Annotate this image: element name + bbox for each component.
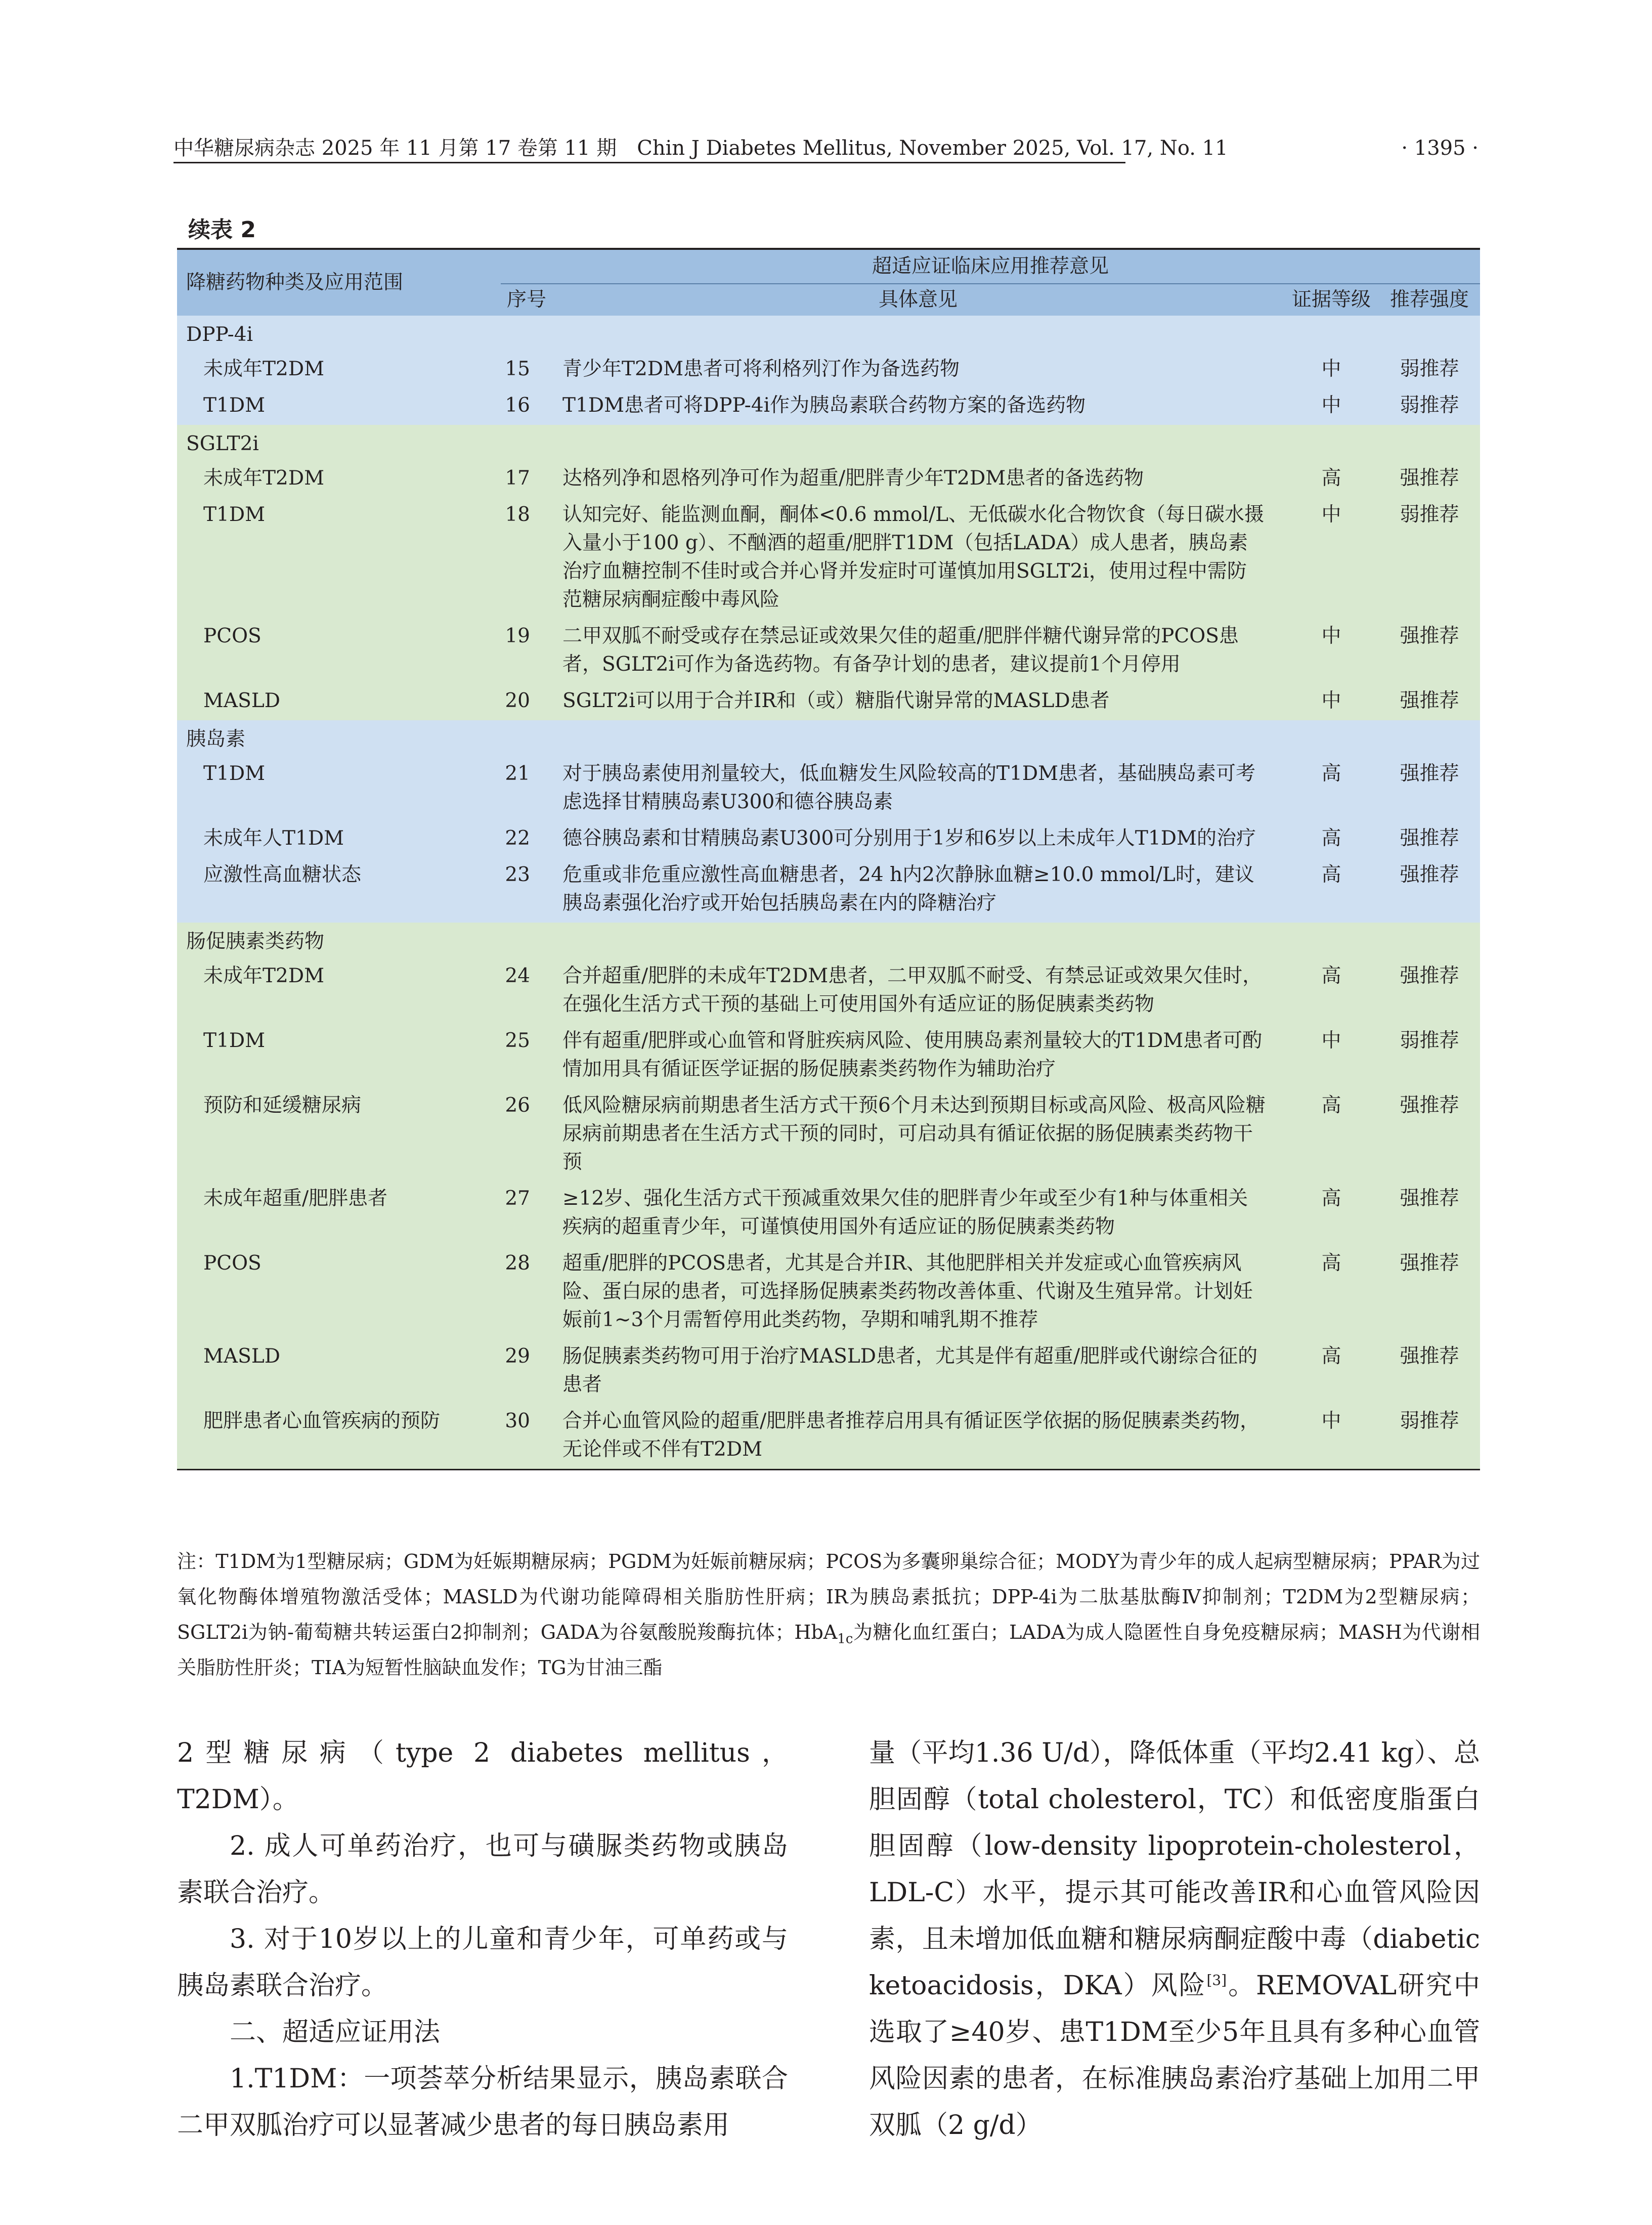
- text-cell: 合并心血管风险的超重/肥胖患者推荐启用具有循证医学依据的肠促胰素类药物，无论伴或不伴有T2DM: [552, 1404, 1284, 1470]
- level-cell: 中: [1284, 619, 1379, 684]
- group-header: 超适应证临床应用推荐意见: [501, 250, 1480, 284]
- table-note: [177, 1544, 1480, 1685]
- scope-cell: T1DM: [177, 388, 501, 425]
- category-header: 降糖药物种类及应用范围: [177, 250, 501, 316]
- text-cell: ≥12岁、强化生活方式干预减重效果欠佳的肥胖青少年或至少有1种与体重相关疾病的超重青少年，可谨慎使用国外有适应证的肠促胰素类药物: [552, 1182, 1284, 1246]
- text-cell: T1DM患者可将DPP-4i作为胰岛素联合药物方案的备选药物: [552, 388, 1284, 425]
- recommendation-table: [177, 248, 1480, 1470]
- level-cell: 中: [1284, 352, 1379, 388]
- paragraph: [869, 1730, 1480, 2149]
- text-cell: 达格列净和恩格列净可作为超重/肥胖青少年T2DM患者的备选药物: [552, 461, 1284, 498]
- strength-header: 推荐强度: [1379, 284, 1480, 316]
- category-name: SGLT2i: [177, 425, 1480, 461]
- text-cell: 肠促胰素类药物可用于治疗MASLD患者，尤其是伴有超重/肥胖或代谢综合征的患者: [552, 1339, 1284, 1404]
- table-row: [177, 1182, 1480, 1246]
- num-header: 序号: [501, 284, 552, 316]
- level-cell: 中: [1284, 1404, 1379, 1470]
- num-cell: 25: [501, 1024, 552, 1088]
- level-cell: 高: [1284, 1339, 1379, 1404]
- strength-cell: 强推荐: [1379, 619, 1480, 684]
- header-rule: [173, 162, 1125, 163]
- scope-cell: MASLD: [177, 684, 501, 720]
- scope-cell: 未成年T2DM: [177, 461, 501, 498]
- category-name: 肠促胰素类药物: [177, 923, 1480, 959]
- table-row: [177, 1246, 1480, 1339]
- level-cell: 中: [1284, 388, 1379, 425]
- strength-cell: 强推荐: [1379, 858, 1480, 923]
- note-text-2: 为糖化血红蛋白；LADA为成人隐匿性自身免疫糖尿病；MASH为代谢相关脂肪性肝炎；TIA为短暂性脑缺血发作；TG为甘油三酯: [177, 1621, 1480, 1679]
- table-row: [177, 388, 1480, 425]
- scope-cell: T1DM: [177, 1024, 501, 1088]
- table-row: [177, 461, 1480, 498]
- level-cell: 高: [1284, 1088, 1379, 1182]
- table-row: [177, 1024, 1480, 1088]
- table-row: [177, 1088, 1480, 1182]
- scope-cell: T1DM: [177, 498, 501, 619]
- category-row: [177, 923, 1480, 959]
- level-cell: 中: [1284, 1024, 1379, 1088]
- num-cell: 23: [501, 858, 552, 923]
- strength-cell: 强推荐: [1379, 1088, 1480, 1182]
- scope-cell: 应激性高血糖状态: [177, 858, 501, 923]
- note-subscript: 1c: [837, 1631, 853, 1647]
- text-cell: 危重或非危重应激性高血糖患者，24 h内2次静脉血糖≥10.0 mmol/L时，建议胰岛素强化治疗或开始包括胰岛素在内的降糖治疗: [552, 858, 1284, 923]
- table-row: [177, 684, 1480, 720]
- strength-cell: 强推荐: [1379, 1339, 1480, 1404]
- level-cell: 高: [1284, 821, 1379, 858]
- scope-cell: MASLD: [177, 1339, 501, 1404]
- strength-cell: 强推荐: [1379, 1182, 1480, 1246]
- table-row: [177, 858, 1480, 923]
- num-cell: 17: [501, 461, 552, 498]
- strength-cell: 弱推荐: [1379, 388, 1480, 425]
- category-name: 胰岛素: [177, 720, 1480, 757]
- strength-cell: 强推荐: [1379, 1246, 1480, 1339]
- table-row: [177, 959, 1480, 1024]
- strength-cell: 弱推荐: [1379, 1404, 1480, 1470]
- text-cell: SGLT2i可以用于合并IR和（或）糖脂代谢异常的MASLD患者: [552, 684, 1284, 720]
- paragraph: 2. 成人可单药治疗，也可与磺脲类药物或胰岛素联合治疗。: [177, 1831, 788, 1908]
- category-row: [177, 316, 1480, 352]
- scope-cell: 预防和延缓糖尿病: [177, 1088, 501, 1182]
- category-row: [177, 425, 1480, 461]
- strength-cell: 强推荐: [1379, 684, 1480, 720]
- scope-cell: PCOS: [177, 1246, 501, 1339]
- section-heading: 二、超适应证用法: [230, 2017, 441, 2047]
- num-cell: 16: [501, 388, 552, 425]
- num-cell: 26: [501, 1088, 552, 1182]
- text-cell: 认知完好、能监测血酮，酮体<0.6 mmol/L、无低碳水化合物饮食（每日碳水摄入量小于100 g）、不酗酒的超重/肥胖T1DM（包括LADA）成人患者，胰岛素治疗血糖控制不佳时或合并心肾并发症时可谨慎加用SGLT2i，使用过程中需防范糖尿病酮症酸中毒风险: [552, 498, 1284, 619]
- text-cell: 青少年T2DM患者可将利格列汀作为备选药物: [552, 352, 1284, 388]
- table-row: [177, 757, 1480, 821]
- level-cell: 高: [1284, 858, 1379, 923]
- scope-cell: T1DM: [177, 757, 501, 821]
- strength-cell: 弱推荐: [1379, 498, 1480, 619]
- paragraph: 2型糖尿病（type 2 diabetes mellitus，T2DM）。: [177, 1738, 788, 1815]
- text-cell: 对于胰岛素使用剂量较大，低血糖发生风险较高的T1DM患者，基础胰岛素可考虑选择甘精胰岛素U300和德谷胰岛素: [552, 757, 1284, 821]
- body-right-column: [869, 1730, 1480, 2149]
- num-cell: 20: [501, 684, 552, 720]
- scope-cell: 未成年人T1DM: [177, 821, 501, 858]
- level-cell: 高: [1284, 1182, 1379, 1246]
- text-header: 具体意见: [552, 284, 1284, 316]
- num-cell: 29: [501, 1339, 552, 1404]
- text-cell: 合并超重/肥胖的未成年T2DM患者，二甲双胍不耐受、有禁忌证或效果欠佳时，在强化生活方式干预的基础上可使用国外有适应证的肠促胰素类药物: [552, 959, 1284, 1024]
- level-cell: 中: [1284, 498, 1379, 619]
- table-row: [177, 1339, 1480, 1404]
- text-cell: 伴有超重/肥胖或心血管和肾脏疾病风险、使用胰岛素剂量较大的T1DM患者可酌情加用具有循证医学证据的肠促胰素类药物作为辅助治疗: [552, 1024, 1284, 1088]
- level-cell: 高: [1284, 959, 1379, 1024]
- num-cell: 27: [501, 1182, 552, 1246]
- table-row: [177, 821, 1480, 858]
- num-cell: 22: [501, 821, 552, 858]
- table-title: 续表 2: [188, 217, 256, 243]
- table-row: [177, 352, 1480, 388]
- strength-cell: 强推荐: [1379, 821, 1480, 858]
- level-cell: 高: [1284, 461, 1379, 498]
- text-cell: 低风险糖尿病前期患者生活方式干预6个月未达到预期目标或高风险、极高风险糖尿病前期患者在生活方式干预的同时，可启动具有循证依据的肠促胰素类药物干预: [552, 1088, 1284, 1182]
- num-cell: 21: [501, 757, 552, 821]
- body-left-column: [177, 1730, 788, 2149]
- num-cell: 24: [501, 959, 552, 1024]
- num-cell: 19: [501, 619, 552, 684]
- strength-cell: 强推荐: [1379, 461, 1480, 498]
- num-cell: 30: [501, 1404, 552, 1470]
- strength-cell: 弱推荐: [1379, 352, 1480, 388]
- paragraph: 1.T1DM：一项荟萃分析结果显示，胰岛素联合二甲双胍治疗可以显著减少患者的每日胰岛素用: [177, 2064, 788, 2141]
- text-cell: 二甲双胍不耐受或存在禁忌证或效果欠佳的超重/肥胖伴糖代谢异常的PCOS患者，SGLT2i可作为备选药物。有备孕计划的患者，建议提前1个月停用: [552, 619, 1284, 684]
- num-cell: 28: [501, 1246, 552, 1339]
- paragraph-text: 。REMOVAL研究中选取了≥40岁、患T1DM至少5年且具有多种心血管风险因素的患者，在标准胰岛素治疗基础上加用二甲双胍（2 g/d）: [869, 1971, 1480, 2141]
- page-number: · 1395 ·: [1401, 137, 1479, 160]
- level-cell: 高: [1284, 1246, 1379, 1339]
- running-header: [173, 133, 1479, 164]
- level-cell: 中: [1284, 684, 1379, 720]
- citation-ref[interactable]: [3]: [1206, 1972, 1227, 1989]
- table-bottom-rule: [177, 1470, 1480, 1471]
- category-name: DPP-4i: [177, 316, 1480, 352]
- text-cell: 德谷胰岛素和甘精胰岛素U300可分别用于1岁和6岁以上未成年人T1DM的治疗: [552, 821, 1284, 858]
- journal-info: 中华糖尿病杂志 2025 年 11 月第 17 卷第 11 期 Chin J Diabetes Mellitus, November 2025, Vol. 17, No. 11: [173, 137, 1228, 160]
- num-cell: 18: [501, 498, 552, 619]
- text-cell: 超重/肥胖的PCOS患者，尤其是合并IR、其他肥胖相关并发症或心血管疾病风险、蛋白尿的患者，可选择肠促胰素类药物改善体重、代谢及生殖异常。计划妊娠前1~3个月需暂停用此类药物，孕期和哺乳期不推荐: [552, 1246, 1284, 1339]
- level-cell: 高: [1284, 757, 1379, 821]
- table-row: [177, 619, 1480, 684]
- strength-cell: 强推荐: [1379, 757, 1480, 821]
- strength-cell: 强推荐: [1379, 959, 1480, 1024]
- scope-cell: 未成年T2DM: [177, 959, 501, 1024]
- paragraph-text: 量（平均1.36 U/d），降低体重（平均2.41 kg）、总胆固醇（total cholesterol，TC）和低密度脂蛋白胆固醇（low-density lipoprotein-cholesterol，LDL-C）水平，提示其可能改善IR和心血管风险因素，且未增加低血糖和糖尿病酮症酸中毒（diabetic ketoacidosis，DKA）风险: [869, 1738, 1480, 2001]
- table-body: [177, 316, 1480, 1470]
- strength-cell: 弱推荐: [1379, 1024, 1480, 1088]
- scope-cell: 肥胖患者心血管疾病的预防: [177, 1404, 501, 1470]
- table-row: [177, 498, 1480, 619]
- num-cell: 15: [501, 352, 552, 388]
- scope-cell: 未成年T2DM: [177, 352, 501, 388]
- scope-cell: PCOS: [177, 619, 501, 684]
- category-row: [177, 720, 1480, 757]
- paragraph: 3. 对于10岁以上的儿童和青少年，可单药或与胰岛素联合治疗。: [177, 1924, 788, 2001]
- table-row: [177, 1404, 1480, 1470]
- note-text-1: 注：T1DM为1型糖尿病；GDM为妊娠期糖尿病；PGDM为妊娠前糖尿病；PCOS为多囊卵巢综合征；MODY为青少年的成人起病型糖尿病；PPAR为过氧化物酶体增殖物激活受体；MASLD为代谢功能障碍相关脂肪性肝病；IR为胰岛素抵抗；DPP-4i为二肽基肽酶Ⅳ抑制剂；T2DM为2型糖尿病；SGLT2i为钠-葡萄糖共转运蛋白2抑制剂；GADA为谷氨酸脱羧酶抗体；HbA: [177, 1550, 1480, 1643]
- level-header: 证据等级: [1284, 284, 1379, 316]
- scope-cell: 未成年超重/肥胖患者: [177, 1182, 501, 1246]
